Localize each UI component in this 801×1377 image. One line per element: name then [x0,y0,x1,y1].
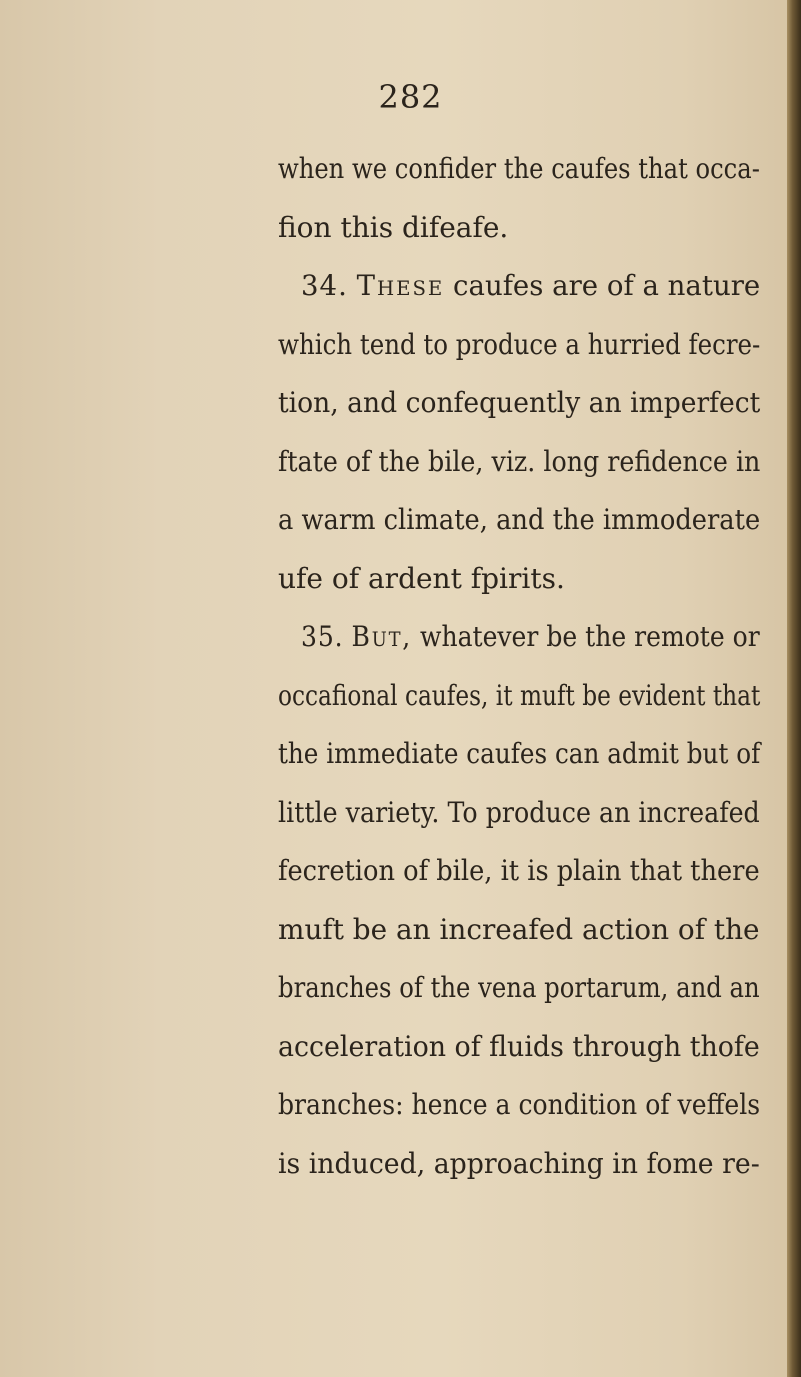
text-line-14: muft be an increafed action of the [278,913,760,946]
text-line-12: little variety. To produce an increafed [278,796,760,829]
text-line-1: when we confider the caufes that occa- [278,152,760,185]
text-line-7: a warm climate, and the immoderate [278,503,761,536]
text-line-8: ufe of ardent fpirits. [278,562,565,595]
text-line-15: branches of the vena portarum, and an [278,971,760,1004]
text-line-6: ftate of the bile, viz. long refidence in [278,445,761,478]
text-line-10: occafional caufes, it muft be evident that [278,679,761,712]
text-line-17: branches: hence a condition of veffels [278,1088,761,1121]
page-number: 282 [378,78,443,116]
paragraph-line-rest: whatever be the remote or [412,620,760,653]
paragraph-34-heading-line [301,256,760,316]
text-line-16: acceleration of fluids through thofe [278,1030,760,1063]
text-line-2: fion this difeafe. [278,211,509,244]
text-line-13: fecretion of bile, it is plain that there [278,854,760,887]
text-line-4: which tend to produce a hurried fecre- [278,328,761,361]
paragraph-lead-word: These [356,269,445,302]
paragraph-number: 35. [301,620,344,653]
paragraph-35-heading-line [301,607,760,667]
page-edge-shadow [787,0,801,1377]
text-line-18: is induced, approaching in fome re- [278,1147,760,1180]
paragraph-number: 34. [301,269,348,302]
paragraph-lead-word: But, [351,620,413,653]
text-line-5: tion, and confequently an imperfect [278,386,761,419]
text-line-11: the immediate caufes can admit but of [278,737,761,770]
paragraph-line-rest: caufes are of a nature [444,269,761,302]
